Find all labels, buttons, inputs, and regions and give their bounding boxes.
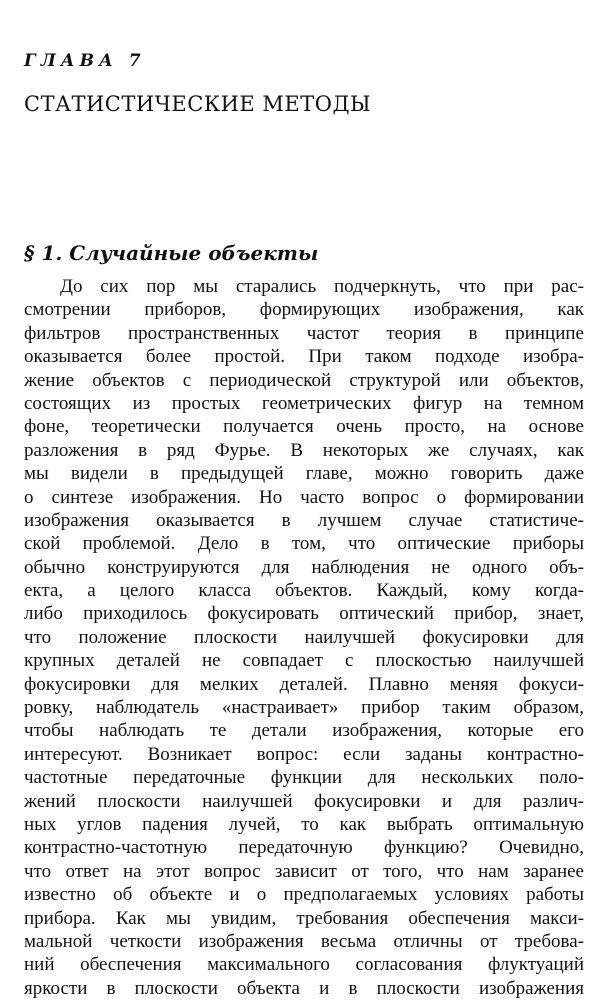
- text-line: контрастно-частотную передаточную функцию? Очевидно,: [24, 837, 584, 859]
- text-line: разложения в ряд Фурье. В некоторых же случаях, как: [24, 439, 584, 461]
- text-line: екта, а целого класса объектов. Каждый, кому когда-: [24, 580, 584, 602]
- text-line: что ответ на этот вопрос зависит от того, что нам заранее: [24, 860, 584, 882]
- text-line: фокусировки для мелких деталей. Плавно меняя фокуси-: [24, 673, 584, 695]
- text-line: ных углов падения лучей, то как выбрать оптимальную: [24, 813, 584, 835]
- text-line: прибора. Как мы увидим, требования обеспечения макси-: [24, 907, 584, 929]
- body-paragraph: [24, 275, 584, 1000]
- text-line: ской проблемой. Дело в том, что оптические приборы: [24, 533, 584, 555]
- text-line: крупных деталей не совпадает с плоскостью наилучшей: [24, 650, 584, 672]
- text-line: яркости в плоскости объекта и в плоскости изображения: [24, 977, 584, 999]
- text-line: фильтров пространственных частот теория в принципе: [24, 322, 584, 344]
- text-line: известно об объекте и о предполагаемых условиях работы: [24, 884, 584, 906]
- text-line: мальной четкости изображения весьма отличны от требова-: [24, 930, 584, 952]
- text-line: что положение плоскости наилучшей фокусировки для: [24, 626, 584, 648]
- chapter-title: СТАТИСТИЧЕСКИЕ МЕТОДЫ: [24, 92, 372, 116]
- text-line: ний обеспечения максимального согласования флуктуаций: [24, 954, 584, 976]
- text-line: о синтезе изображения. Но часто вопрос о формировании: [24, 486, 584, 508]
- text-line: До сих пор мы старались подчеркнуть, что при рас-: [60, 276, 584, 297]
- text-line: мы видели в предыдущей главе, можно говорить даже: [24, 463, 584, 485]
- text-line: обычно конструируются для наблюдения не одного объ-: [24, 556, 584, 578]
- text-line: изображения оказывается в лучшем случае статистиче-: [24, 509, 584, 531]
- text-line: жений плоскости наилучшей фокусировки и для различ-: [24, 790, 584, 812]
- text-line: либо приходилось фокусировать оптический прибор, знает,: [24, 603, 584, 625]
- text-line: смотрении приборов, формирующих изображения, как: [24, 299, 584, 321]
- text-line: частотные передаточные функции для нескольких поло-: [24, 767, 584, 789]
- text-line: состоящих из простых геометрических фигур на темном: [24, 392, 584, 414]
- chapter-label: ГЛАВА 7: [24, 51, 146, 71]
- text-line: жение объектов с периодической структурой или объектов,: [24, 369, 584, 391]
- text-line: ровку, наблюдатель «настраивает» прибор таким образом,: [24, 697, 584, 719]
- text-line: фоне, теоретически получается очень просто, на основе: [24, 416, 584, 438]
- text-line: оказывается более простой. При таком подходе изобра-: [24, 346, 584, 368]
- text-line: чтобы наблюдать те детали изображения, которые его: [24, 720, 584, 742]
- section-title: § 1. Случайные объекты: [24, 241, 319, 265]
- text-line: интересуют. Возникает вопрос: если заданы контрастно-: [24, 743, 584, 765]
